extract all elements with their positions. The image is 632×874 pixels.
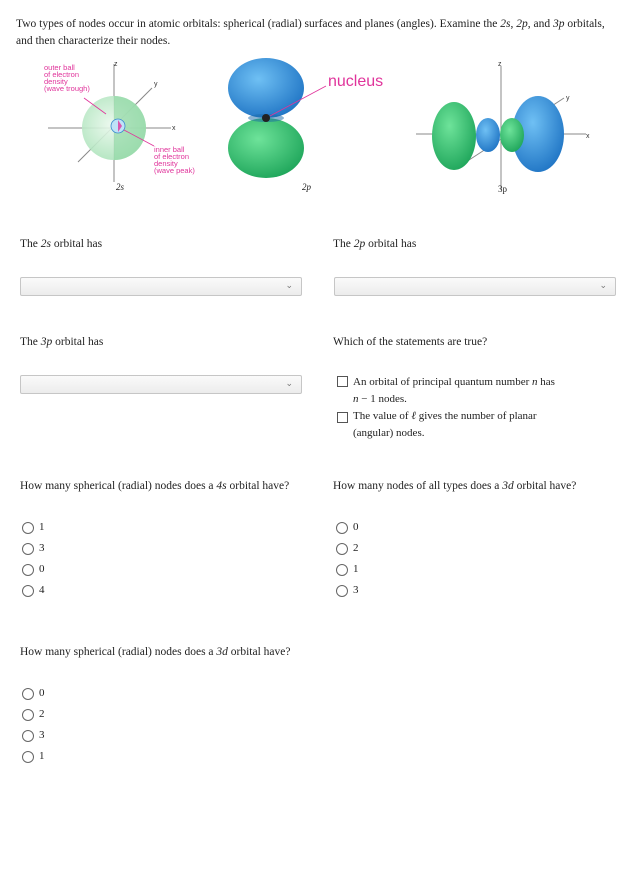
radio-button[interactable] <box>22 543 34 555</box>
radio-button[interactable] <box>336 585 348 597</box>
radio-label: 0 <box>39 563 45 575</box>
statement-2-checkbox[interactable] <box>337 412 348 423</box>
radio-label: 3 <box>39 729 45 741</box>
radio-button[interactable] <box>336 543 348 555</box>
question-4s-label: How many spherical (radial) nodes does a 4s orbital have? <box>20 480 290 492</box>
orbital-3p <box>416 61 590 194</box>
axis-z-label: z <box>114 61 118 68</box>
outer-lobe-left <box>432 102 476 170</box>
radio-button[interactable] <box>22 709 34 721</box>
intro-paragraph <box>16 16 616 50</box>
radio-label: 3 <box>353 584 359 596</box>
orbital-figure <box>36 52 596 202</box>
intro-orbital-3p: 3p <box>552 18 565 30</box>
radio-label: 4 <box>39 584 45 596</box>
intro-orbital-2s: 2s <box>500 18 511 30</box>
axis-x-label: x <box>172 125 176 132</box>
radio-label: 1 <box>39 750 45 762</box>
radio-button[interactable] <box>22 564 34 576</box>
caption-3p: 3p <box>498 184 507 194</box>
radio-button[interactable] <box>22 751 34 763</box>
axis-y-label: y <box>566 95 570 102</box>
inner-ball-label: inner ball of electron density (wave peak) <box>154 145 195 175</box>
select-3p[interactable] <box>20 375 302 394</box>
radio-button[interactable] <box>336 564 348 576</box>
nucleus-label: nucleus <box>328 73 384 90</box>
radio-label: 3 <box>39 542 45 554</box>
radio-label: 0 <box>353 521 359 533</box>
radio-label: 0 <box>39 687 45 699</box>
inner-lobe-right <box>500 118 524 152</box>
chevron-down-icon: ⌄ <box>285 378 293 388</box>
question-3d-all-label: How many nodes of all types does a 3d orbital have? <box>333 480 577 492</box>
nucleus-dot <box>262 114 270 122</box>
lobe-bottom <box>228 118 304 178</box>
question-3d-radial-label: How many spherical (radial) nodes does a 3d orbital have? <box>20 646 291 658</box>
caption-2p: 2p <box>302 182 311 192</box>
radio-button[interactable] <box>22 585 34 597</box>
orbital-2p <box>228 58 383 192</box>
radio-label: 1 <box>353 563 359 575</box>
radio-button[interactable] <box>22 688 34 700</box>
intro-orbital-2p: 2p <box>516 18 528 30</box>
lobe-top <box>228 58 304 118</box>
question-3p-label: The 3p orbital has <box>20 336 104 348</box>
chevron-down-icon: ⌄ <box>285 280 293 290</box>
radio-label: 1 <box>39 521 45 533</box>
axis-z-label: z <box>498 61 502 68</box>
intro-text: orbitals, and then characterize their nodes. <box>16 18 605 47</box>
radio-label: 2 <box>353 542 359 554</box>
intro-text: Two types of nodes occur in atomic orbitals: spherical (radial) surfaces and planes (angles). Examine the <box>16 18 501 30</box>
radio-button[interactable] <box>336 522 348 534</box>
statement-1-checkbox[interactable] <box>337 376 348 387</box>
outer-ball-label: outer ball of electron density (wave trough) <box>44 63 90 93</box>
select-2p[interactable] <box>334 277 616 296</box>
select-2s[interactable] <box>20 277 302 296</box>
orbital-2s <box>44 61 195 192</box>
radio-label: 2 <box>39 708 45 720</box>
intro-sep: , <box>510 18 517 30</box>
axis-x-label: x <box>586 133 590 140</box>
caption-2s: 2s <box>116 182 125 192</box>
intro-sep: , and <box>527 18 553 30</box>
axis-y-label: y <box>154 81 158 88</box>
radio-button[interactable] <box>22 522 34 534</box>
inner-lobe-left <box>476 118 500 152</box>
chevron-down-icon: ⌄ <box>599 280 607 290</box>
question-2p-label: The 2p orbital has <box>333 238 417 250</box>
statement-2-text: The value of ℓ gives the number of planar (angular) nodes. <box>353 410 537 439</box>
statement-1-text: An orbital of principal quantum number n has n − 1 nodes. <box>353 376 555 405</box>
question-2s-label: The 2s orbital has <box>20 238 103 250</box>
true-statements-label: Which of the statements are true? <box>333 336 488 348</box>
radio-button[interactable] <box>22 730 34 742</box>
